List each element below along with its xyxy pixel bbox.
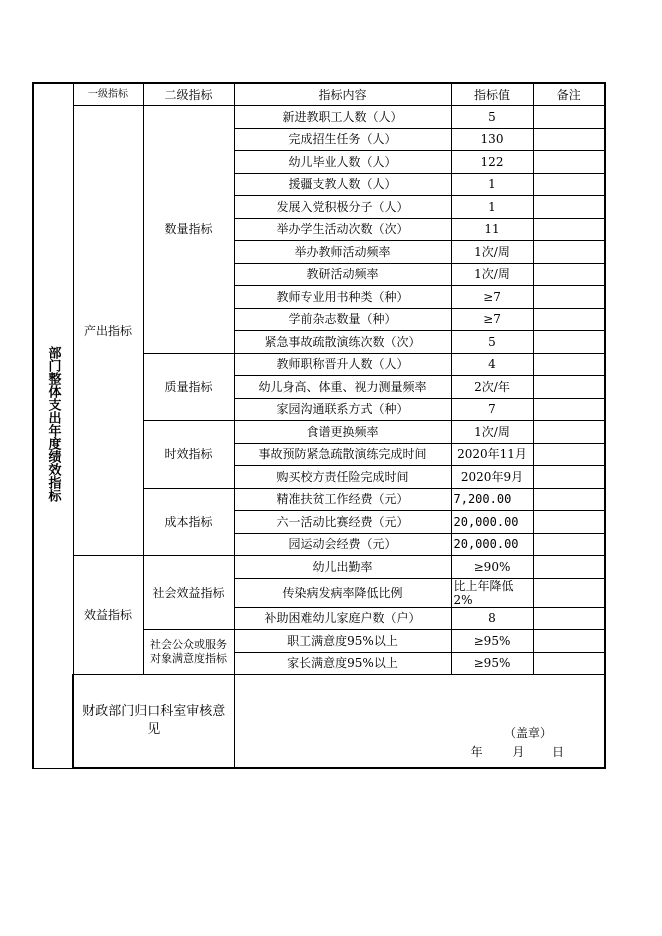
- note-cell: [533, 106, 605, 129]
- note-cell: [533, 353, 605, 376]
- header-row: [33, 83, 605, 106]
- indicator-content: 学前杂志数量（种）: [234, 308, 451, 331]
- note-cell: [533, 443, 605, 466]
- note-cell: [533, 308, 605, 331]
- indicator-content: 完成招生任务（人）: [234, 128, 451, 151]
- section-title: 部门整体支出年度绩效指标: [45, 346, 61, 503]
- indicator-value: 7,200.00: [451, 488, 533, 511]
- level2-quality: 质量指标: [143, 353, 234, 421]
- note-cell: [533, 607, 605, 630]
- indicator-value: 130: [451, 128, 533, 151]
- indicator-content: 举办教师活动频率: [234, 241, 451, 264]
- indicator-value: 2次/年: [451, 376, 533, 399]
- indicator-value: 20,000.00: [451, 511, 533, 534]
- note-cell: [533, 376, 605, 399]
- note-cell: [533, 331, 605, 354]
- review-row: [33, 675, 605, 769]
- note-cell: [533, 630, 605, 653]
- header-value: 指标值: [451, 83, 533, 106]
- review-stamp-area: [235, 675, 605, 767]
- indicator-content: 食谱更换频率: [234, 421, 451, 444]
- indicator-content: 幼儿毕业人数（人）: [234, 151, 451, 174]
- note-cell: [533, 488, 605, 511]
- review-opinion-cell: [234, 675, 605, 769]
- indicator-value: 8: [451, 607, 533, 630]
- level1-output: 产出指标: [73, 106, 143, 556]
- indicator-value: 11: [451, 218, 533, 241]
- indicator-value: 1次/周: [451, 421, 533, 444]
- indicator-content: 精准扶贫工作经费（元）: [234, 488, 451, 511]
- note-cell: [533, 218, 605, 241]
- table-row: [33, 556, 605, 579]
- header-level1: 一级指标: [73, 83, 143, 106]
- note-cell: [533, 196, 605, 219]
- indicator-content: 幼儿身高、体重、视力测量频率: [234, 376, 451, 399]
- note-cell: [533, 173, 605, 196]
- seal-label: （盖章）: [503, 726, 552, 740]
- indicator-value: 20,000.00: [451, 533, 533, 556]
- indicator-value: 1: [451, 196, 533, 219]
- indicator-content: 六一活动比赛经费（元）: [234, 511, 451, 534]
- note-cell: [533, 511, 605, 534]
- performance-indicator-table: [32, 82, 606, 769]
- level2-social: 社会效益指标: [143, 556, 234, 630]
- note-cell: [533, 466, 605, 489]
- indicator-value: ≥95%: [451, 630, 533, 653]
- level2-cost: 成本指标: [143, 488, 234, 556]
- indicator-content: 职工满意度95%以上: [234, 630, 451, 653]
- level2-satisfaction: 社会公众或服务对象满意度指标: [143, 630, 234, 675]
- indicator-value: 7: [451, 398, 533, 421]
- level1-effect: 效益指标: [73, 556, 143, 675]
- indicator-content: 事故预防紧急疏散演练完成时间: [234, 443, 451, 466]
- indicator-value: ≥90%: [451, 556, 533, 579]
- table-row: [33, 106, 605, 129]
- note-cell: [533, 398, 605, 421]
- indicator-content: 教师专业用书种类（种）: [234, 286, 451, 309]
- header-note: 备注: [533, 83, 605, 106]
- indicator-content: 园运动会经费（元）: [234, 533, 451, 556]
- indicator-value: 2020年9月: [451, 466, 533, 489]
- indicator-content: 举办学生活动次数（次）: [234, 218, 451, 241]
- note-cell: [533, 151, 605, 174]
- indicator-content: 幼儿出勤率: [234, 556, 451, 579]
- note-cell: [533, 286, 605, 309]
- indicator-content: 发展入党积极分子（人）: [234, 196, 451, 219]
- indicator-value: ≥7: [451, 308, 533, 331]
- review-label: 财政部门归口科室审核意见: [73, 675, 234, 769]
- indicator-value: 1次/周: [451, 241, 533, 264]
- indicator-value: 1: [451, 173, 533, 196]
- indicator-content: 教师职称晋升人数（人）: [234, 353, 451, 376]
- indicator-value: 2020年11月: [451, 443, 533, 466]
- note-cell: [533, 421, 605, 444]
- indicator-content: 补助困难幼儿家庭户数（户）: [234, 607, 451, 630]
- indicator-value: 比上年降低2%: [451, 578, 533, 607]
- review-date: [471, 745, 564, 759]
- indicator-value: 1次/周: [451, 263, 533, 286]
- level2-quantity: 数量指标: [143, 106, 234, 354]
- indicator-value: 122: [451, 151, 533, 174]
- section-title-cell: [33, 83, 73, 768]
- indicator-content: 紧急事故疏散演练次数（次）: [234, 331, 451, 354]
- header-level2: 二级指标: [143, 83, 234, 106]
- date-year: 年: [470, 745, 483, 759]
- indicator-content: 援疆支教人数（人）: [234, 173, 451, 196]
- indicator-content: 传染病发病率降低比例: [234, 578, 451, 607]
- indicator-content: 新进教职工人数（人）: [234, 106, 451, 129]
- note-cell: [533, 556, 605, 579]
- indicator-value: 5: [451, 331, 533, 354]
- indicator-content: 家园沟通联系方式（种）: [234, 398, 451, 421]
- note-cell: [533, 533, 605, 556]
- note-cell: [533, 241, 605, 264]
- date-month: 月: [512, 745, 525, 759]
- date-day: 日: [551, 745, 564, 759]
- level2-timeliness: 时效指标: [143, 421, 234, 489]
- note-cell: [533, 263, 605, 286]
- note-cell: [533, 128, 605, 151]
- note-cell: [533, 578, 605, 607]
- note-cell: [533, 652, 605, 675]
- indicator-content: 教研活动频率: [234, 263, 451, 286]
- indicator-value: 5: [451, 106, 533, 129]
- indicator-value: 4: [451, 353, 533, 376]
- indicator-value: ≥7: [451, 286, 533, 309]
- indicator-value: ≥95%: [451, 652, 533, 675]
- indicator-content: 购买校方责任险完成时间: [234, 466, 451, 489]
- indicator-content: 家长满意度95%以上: [234, 652, 451, 675]
- header-content: 指标内容: [234, 83, 451, 106]
